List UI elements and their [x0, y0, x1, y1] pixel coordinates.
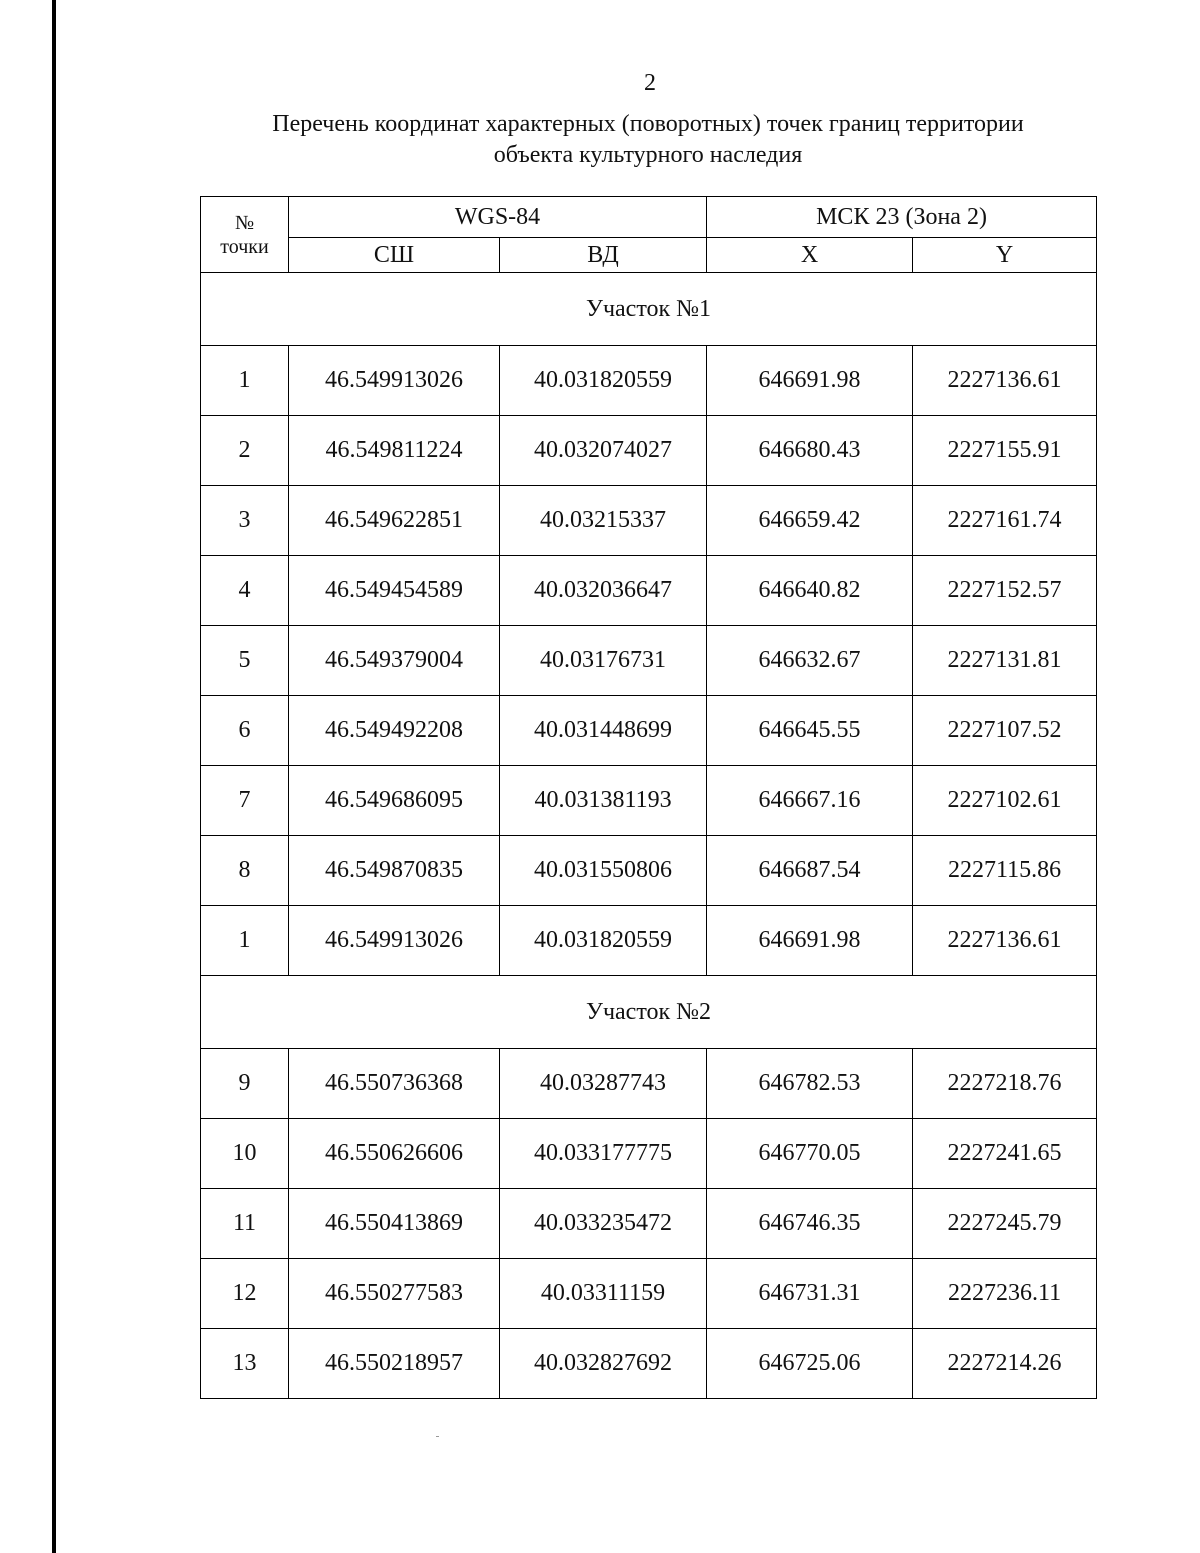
y-header: Y: [913, 238, 1097, 273]
latitude-cell: 46.550626606: [289, 1119, 500, 1189]
latitude-cell: 46.549913026: [289, 346, 500, 416]
x-header: X: [707, 238, 913, 273]
point-number-cell: 3: [201, 486, 289, 556]
point-number-cell: 12: [201, 1259, 289, 1329]
x-cell: 646667.16: [707, 766, 913, 836]
longitude-cell: 40.032036647: [500, 556, 707, 626]
msk23-header: МСК 23 (Зона 2): [707, 197, 1097, 238]
section-title: Участок №1: [201, 273, 1097, 346]
longitude-cell: 40.03176731: [500, 626, 707, 696]
point-number-header-line-2: точки: [220, 235, 269, 258]
table-row: [201, 1049, 1097, 1119]
y-cell: 2227155.91: [913, 416, 1097, 486]
point-number-cell: 7: [201, 766, 289, 836]
latitude-cell: 46.549811224: [289, 416, 500, 486]
wgs84-header: WGS-84: [289, 197, 707, 238]
table-header-row-2: [201, 238, 1097, 273]
table-row: [201, 906, 1097, 976]
x-cell: 646746.35: [707, 1189, 913, 1259]
latitude-header: СШ: [289, 238, 500, 273]
x-cell: 646770.05: [707, 1119, 913, 1189]
x-cell: 646687.54: [707, 836, 913, 906]
table-row: [201, 556, 1097, 626]
x-cell: 646659.42: [707, 486, 913, 556]
table-header-row-1: [201, 197, 1097, 238]
longitude-cell: 40.03287743: [500, 1049, 707, 1119]
document-title: [200, 109, 1096, 171]
y-cell: 2227136.61: [913, 346, 1097, 416]
x-cell: 646691.98: [707, 346, 913, 416]
point-number-cell: 6: [201, 696, 289, 766]
longitude-cell: 40.03311159: [500, 1259, 707, 1329]
coordinates-table: [200, 196, 1097, 1399]
y-cell: 2227161.74: [913, 486, 1097, 556]
y-cell: 2227107.52: [913, 696, 1097, 766]
longitude-header: ВД: [500, 238, 707, 273]
y-cell: 2227136.61: [913, 906, 1097, 976]
point-number-cell: 4: [201, 556, 289, 626]
table-row: [201, 836, 1097, 906]
y-cell: 2227214.26: [913, 1329, 1097, 1399]
longitude-cell: 40.033177775: [500, 1119, 707, 1189]
document-title-line-2: объекта культурного наследия: [493, 142, 803, 168]
table-row: [201, 486, 1097, 556]
longitude-cell: 40.03215337: [500, 486, 707, 556]
table-row: [201, 416, 1097, 486]
table-row: [201, 766, 1097, 836]
latitude-cell: 46.549870835: [289, 836, 500, 906]
y-cell: 2227245.79: [913, 1189, 1097, 1259]
point-number-cell: 11: [201, 1189, 289, 1259]
point-number-header: [201, 197, 289, 273]
latitude-cell: 46.549492208: [289, 696, 500, 766]
x-cell: 646725.06: [707, 1329, 913, 1399]
latitude-cell: 46.549686095: [289, 766, 500, 836]
y-cell: 2227115.86: [913, 836, 1097, 906]
longitude-cell: 40.031550806: [500, 836, 707, 906]
y-cell: 2227218.76: [913, 1049, 1097, 1119]
x-cell: 646645.55: [707, 696, 913, 766]
point-number-cell: 8: [201, 836, 289, 906]
x-cell: 646782.53: [707, 1049, 913, 1119]
section-row: [201, 273, 1097, 346]
longitude-cell: 40.032827692: [500, 1329, 707, 1399]
point-number-header-line-1: №: [234, 211, 255, 234]
latitude-cell: 46.549913026: [289, 906, 500, 976]
table-row: [201, 1329, 1097, 1399]
y-cell: 2227152.57: [913, 556, 1097, 626]
x-cell: 646640.82: [707, 556, 913, 626]
section-row: [201, 976, 1097, 1049]
y-cell: 2227236.11: [913, 1259, 1097, 1329]
point-number-cell: 13: [201, 1329, 289, 1399]
table-row: [201, 1119, 1097, 1189]
point-number-cell: 5: [201, 626, 289, 696]
latitude-cell: 46.549454589: [289, 556, 500, 626]
x-cell: 646731.31: [707, 1259, 913, 1329]
scan-speck: [436, 1436, 439, 1437]
longitude-cell: 40.031820559: [500, 906, 707, 976]
latitude-cell: 46.550218957: [289, 1329, 500, 1399]
x-cell: 646632.67: [707, 626, 913, 696]
latitude-cell: 46.549622851: [289, 486, 500, 556]
page-number: 2: [644, 70, 656, 96]
table-row: [201, 626, 1097, 696]
longitude-cell: 40.031381193: [500, 766, 707, 836]
point-number-cell: 1: [201, 346, 289, 416]
table-body: [201, 273, 1097, 1399]
table-row: [201, 1189, 1097, 1259]
table-row: [201, 346, 1097, 416]
x-cell: 646680.43: [707, 416, 913, 486]
longitude-cell: 40.031820559: [500, 346, 707, 416]
y-cell: 2227102.61: [913, 766, 1097, 836]
latitude-cell: 46.550413869: [289, 1189, 500, 1259]
latitude-cell: 46.549379004: [289, 626, 500, 696]
longitude-cell: 40.032074027: [500, 416, 707, 486]
document-title-line-1: Перечень координат характерных (поворотных) точек границ территории: [272, 111, 1024, 137]
point-number-cell: 10: [201, 1119, 289, 1189]
point-number-cell: 2: [201, 416, 289, 486]
latitude-cell: 46.550736368: [289, 1049, 500, 1119]
point-number-cell: 9: [201, 1049, 289, 1119]
scan-edge-line: [52, 0, 56, 1553]
table-row: [201, 1259, 1097, 1329]
longitude-cell: 40.031448699: [500, 696, 707, 766]
x-cell: 646691.98: [707, 906, 913, 976]
section-title: Участок №2: [201, 976, 1097, 1049]
latitude-cell: 46.550277583: [289, 1259, 500, 1329]
table-row: [201, 696, 1097, 766]
longitude-cell: 40.033235472: [500, 1189, 707, 1259]
point-number-cell: 1: [201, 906, 289, 976]
y-cell: 2227131.81: [913, 626, 1097, 696]
y-cell: 2227241.65: [913, 1119, 1097, 1189]
